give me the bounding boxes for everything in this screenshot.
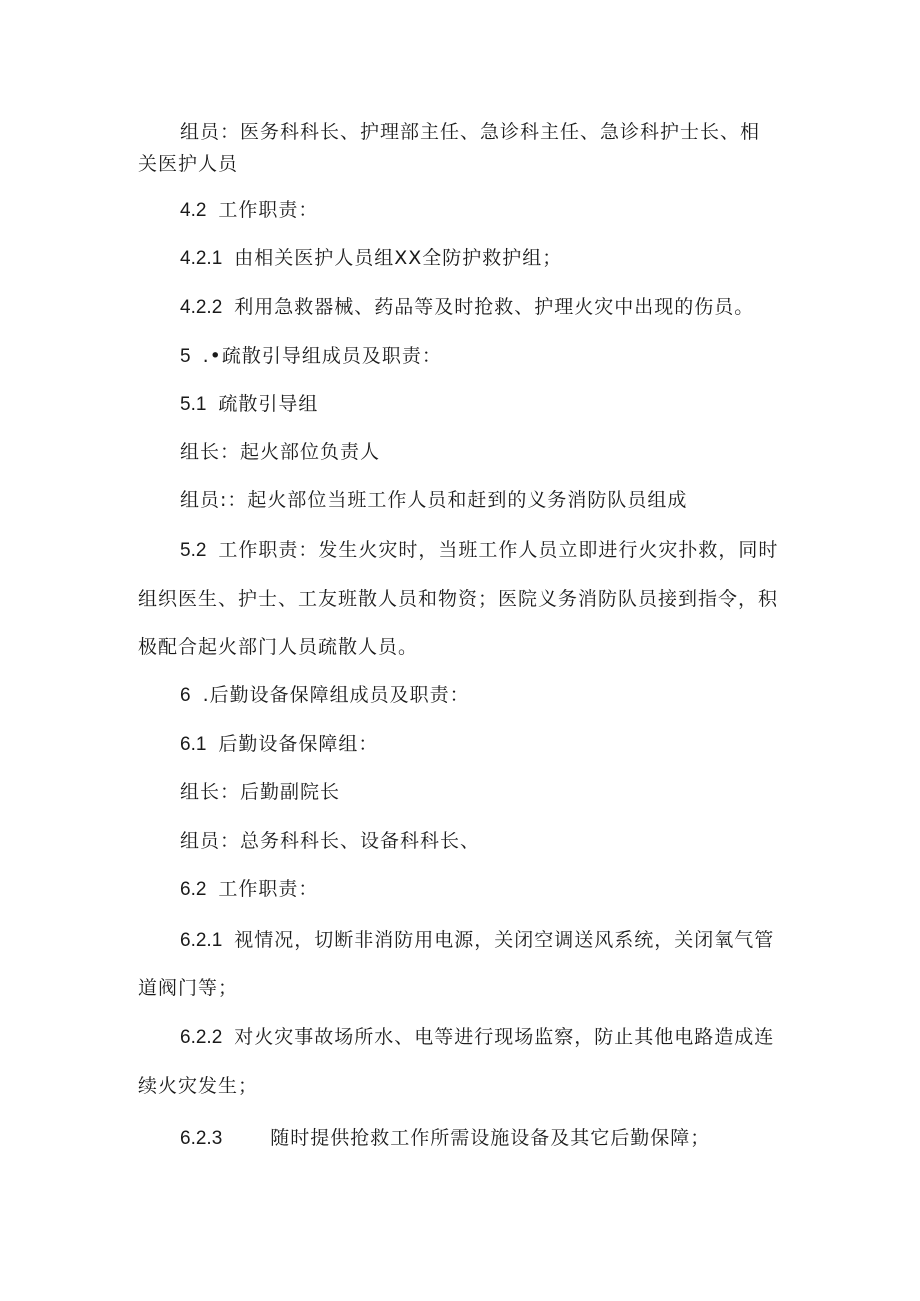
paragraph-continuation	[138, 584, 788, 614]
paragraph-group-members-evacuation	[180, 485, 780, 515]
section-5-1	[180, 389, 780, 420]
paragraph-text: 组织医生、护士、工友班散人员和物资；医院义务消防队员接到指令，积	[138, 588, 779, 610]
paragraph-text: 随时提供抢救工作所需设施设备及其它后勤保障；	[270, 1127, 711, 1149]
paragraph-continuation	[138, 149, 788, 179]
paragraph-text: 对火灾事故场所水、电等进行现场监察，防止其他电路造成连	[234, 1026, 775, 1048]
section-6-2-heading	[180, 874, 780, 905]
section-6-1	[180, 729, 780, 760]
section-6-2-2	[180, 1022, 780, 1053]
paragraph-text: 组员：医务科科长、护理部主任、急诊科主任、急诊科护士长、相	[180, 121, 761, 143]
paragraph-text: 组员:：起火部位当班工作人员和赶到的义务消防队员组成	[180, 489, 688, 511]
paragraph-group-members-logistics	[180, 826, 780, 856]
section-number: 4.2.1	[180, 248, 223, 269]
section-4-2-2	[180, 292, 780, 323]
paragraph-text: 组长：起火部位负责人	[180, 441, 381, 463]
section-number: 6.2	[180, 879, 207, 900]
section-number: 5.2	[180, 540, 207, 561]
section-6-2-1	[180, 925, 780, 956]
paragraph-text: 利用急救器械、药品等及时抢救、护理火灾中出现的伤员。	[234, 296, 755, 318]
paragraph-group-leader-evacuation	[180, 437, 780, 467]
paragraph-text: 疏散引导组	[218, 393, 319, 415]
paragraph-text: 由相关医护人员组XX全防护救护组；	[234, 247, 563, 269]
section-number: 6.2.1	[180, 930, 223, 951]
section-6-2-3	[180, 1123, 780, 1154]
paragraph-text: 组员：总务科科长、设备科科长、	[180, 830, 481, 852]
paragraph-continuation	[138, 632, 788, 662]
paragraph-text: 后勤设备保障组：	[218, 733, 379, 755]
paragraph-text: 极配合起火部门人员疏散人员。	[138, 636, 419, 658]
paragraph-text: 工作职责：发生火灾时，当班工作人员立即进行火灾扑救，同时	[218, 539, 779, 561]
paragraph-text: 工作职责：	[218, 878, 319, 900]
paragraph-continuation	[138, 973, 788, 1003]
paragraph-text: .后勤设备保障组成员及职责：	[202, 684, 470, 706]
section-number: 6.1	[180, 734, 207, 755]
paragraph-text: 工作职责：	[218, 199, 319, 221]
section-number: 5.1	[180, 394, 207, 415]
paragraph-text: 道阀门等；	[138, 977, 239, 999]
section-6-heading	[180, 680, 780, 711]
paragraph-text: .•疏散引导组成员及职责：	[202, 345, 442, 367]
paragraph-group-members-medical	[180, 117, 780, 147]
paragraph-text: 组长：后勤副院长	[180, 781, 341, 803]
section-number: 4.2	[180, 200, 207, 221]
section-number: 5	[180, 346, 191, 367]
section-5-heading	[180, 341, 780, 372]
paragraph-text: 续火灾发生；	[138, 1075, 259, 1097]
section-5-2	[180, 535, 780, 566]
paragraph-text: 关医护人员	[138, 153, 239, 175]
section-number: 6.2.2	[180, 1027, 223, 1048]
paragraph-continuation	[138, 1071, 788, 1101]
section-number: 6	[180, 685, 191, 706]
section-number: 6.2.3	[180, 1128, 223, 1149]
section-4-2-heading	[180, 195, 780, 226]
section-number: 4.2.2	[180, 297, 223, 318]
paragraph-group-leader-logistics	[180, 777, 780, 807]
section-4-2-1	[180, 243, 780, 274]
paragraph-text: 视情况，切断非消防用电源，关闭空调送风系统，关闭氧气管	[234, 929, 775, 951]
